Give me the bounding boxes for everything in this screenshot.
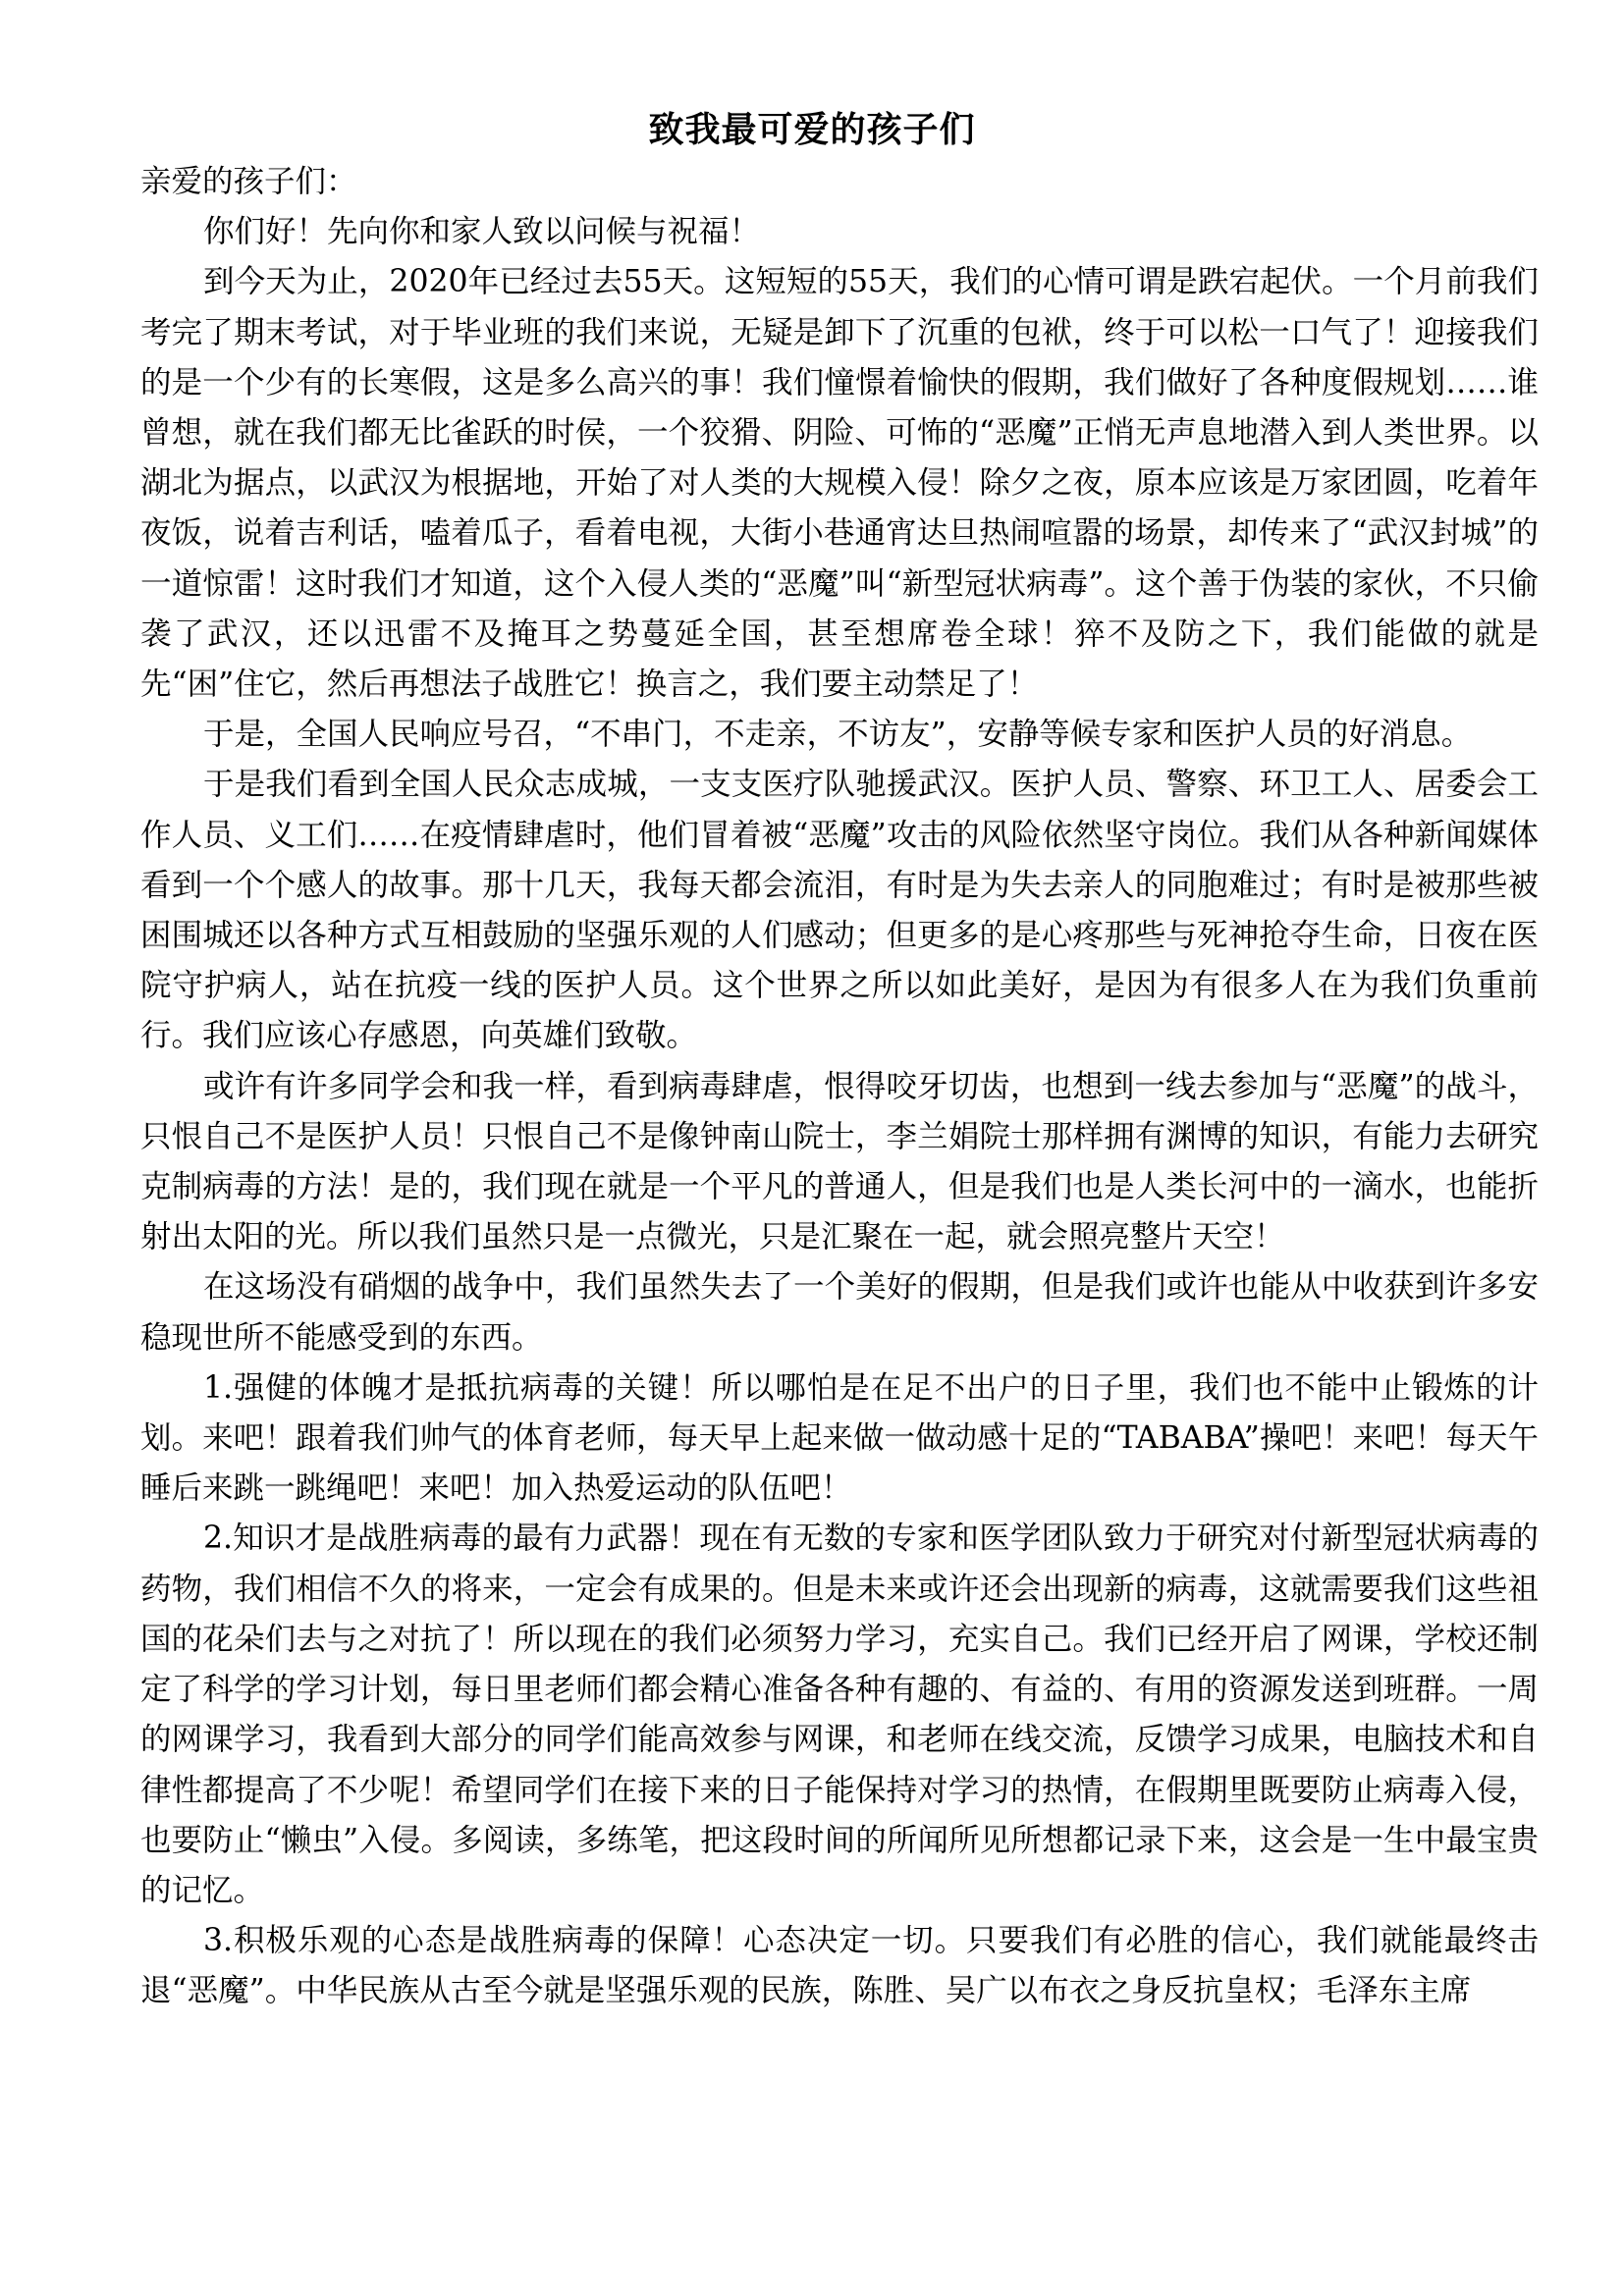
paragraph-point-1: 1.强健的体魄才是抵抗病毒的关键！所以哪怕是在足不出户的日子里，我们也不能中止锻炼的计划。来吧！跟着我们帅气的体育老师，每天早上起来做一做动感十足的“TABABA”操吧！来吧！每天午睡后来跳一跳绳吧！来吧！加入热爱运动的队伍吧！	[140, 1369, 1539, 1507]
paragraph-gains: 在这场没有硝烟的战争中，我们虽然失去了一个美好的假期，但是我们或许也能从中收获到许多安稳现世所不能感受到的东西。	[140, 1269, 1539, 1356]
paragraph-heroes: 于是我们看到全国人民众志成城，一支支医疗队驰援武汉。医护人员、警察、环卫工人、居委会工作人员、义工们……在疫情肆虐时，他们冒着被“恶魔”攻击的风险依然坚守岗位。我们从各种新闻媒体看到一个个感人的故事。那十几天，我每天都会流泪，有时是为失去亲人的同胞难过；有时是被那些被困围城还以各种方式互相鼓励的坚强乐观的人们感动；但更多的是心疼那些与死神抢夺生命，日夜在医院守护病人，站在抗疫一线的医护人员。这个世界之所以如此美好，是因为有很多人在为我们负重前行。我们应该心存感恩，向英雄们致敬。	[140, 767, 1539, 1054]
paragraph-outbreak: 到今天为止，2020年已经过去55天。这短短的55天，我们的心情可谓是跌宕起伏。一个月前我们考完了期末考试，对于毕业班的我们来说，无疑是卸下了沉重的包袱，终于可以松一口气了！迎接我们的是一个少有的长寒假，这是多么高兴的事！我们憧憬着愉快的假期，我们做好了各种度假规划……谁曾想，就在我们都无比雀跃的时侯，一个狡猾、阴险、可怖的“恶魔”正悄无声息地潜入到人类世界。以湖北为据点，以武汉为根据地，开始了对人类的大规模入侵！除夕之夜，原本应该是万家团圆，吃着年夜饭，说着吉利话，嗑着瓜子，看着电视，大街小巷通宵达旦热闹喧嚣的场景，却传来了“武汉封城”的一道惊雷！这时我们才知道，这个入侵人类的“恶魔”叫“新型冠状病毒”。这个善于伪装的家伙，不只偷袭了武汉，还以迅雷不及掩耳之势蔓延全国，甚至想席卷全球！猝不及防之下，我们能做的就是先“困”住它，然后再想法子战胜它！换言之，我们要主动禁足了！	[140, 264, 1539, 703]
paragraph-point-3: 3.积极乐观的心态是战胜病毒的保障！心态决定一切。只要我们有必胜的信心，我们就能最终击退“恶魔”。中华民族从古至今就是坚强乐观的民族，陈胜、吴广以布衣之身反抗皇权；毛泽东主席	[140, 1923, 1539, 2009]
page-title: 致我最可爱的孩子们	[648, 110, 976, 150]
salutation: 亲爱的孩子们：	[140, 164, 357, 199]
letter-body	[140, 157, 1539, 2017]
paragraph-stay-home: 于是，全国人民响应号召，“不串门，不走亲，不访友”，安静等候专家和医护人员的好消息。	[203, 717, 1473, 753]
paragraph-point-2: 2.知识才是战胜病毒的最有力武器！现在有无数的专家和医学团队致力于研究对付新型冠状病毒的药物，我们相信不久的将来，一定会有成果的。但是未来或许还会出现新的病毒，这就需要我们这些祖国的花朵们去与之对抗了！所以现在的我们必须努力学习，充实自己。我们已经开启了网课，学校还制定了科学的学习计划，每日里老师们都会精心准备各种有趣的、有益的、有用的资源发送到班群。一周的网课学习，我看到大部分的同学们能高效参与网课，和老师在线交流，反馈学习成果，电脑技术和自律性都提高了不少呢！希望同学们在接下来的日子能保持对学习的热情，在假期里既要防止病毒入侵，也要防止“懒虫”入侵。多阅读，多练笔，把这段时间的所闻所见所想都记录下来，这会是一生中最宝贵的记忆。	[140, 1521, 1539, 1908]
paragraph-wish-to-help: 或许有许多同学会和我一样，看到病毒肆虐，恨得咬牙切齿，也想到一线去参加与“恶魔”的战斗，只恨自己不是医护人员！只恨自己不是像钟南山院士，李兰娟院士那样拥有渊博的知识，有能力去研究克制病毒的方法！是的，我们现在就是一个平凡的普通人，但是我们也是人类长河中的一滴水，也能折射出太阳的光。所以我们虽然只是一点微光，只是汇聚在一起，就会照亮整片天空！	[140, 1068, 1539, 1255]
paragraph-greeting: 你们好！先向你和家人致以问候与祝福！	[203, 214, 761, 250]
